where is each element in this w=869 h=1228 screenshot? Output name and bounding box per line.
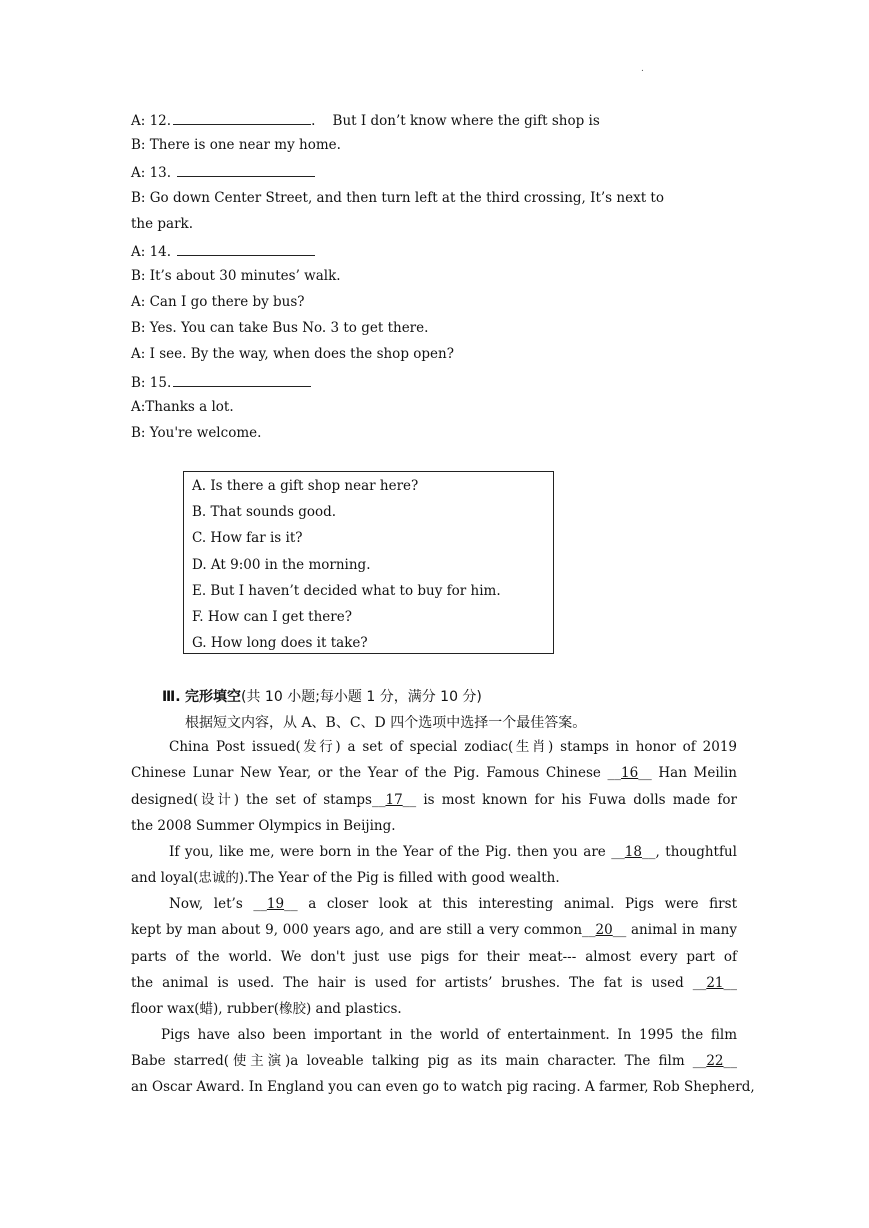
dialogue-line [131, 137, 341, 153]
dialogue-text: the park. [131, 216, 194, 232]
dialogue-line [131, 346, 454, 362]
section-title: 完形填空 [185, 689, 242, 705]
dialogue-line [131, 111, 600, 129]
passage-line: parts of the world. We don't just use pigs for their meat--- almost every part of [131, 949, 737, 965]
dialogue-text: B: It’s about 30 minutes’ walk. [131, 268, 341, 284]
passage-line: designed(设计) the set of stamps__17__ is most known for his Fuwa dolls made for [131, 792, 737, 808]
dialogue-line [131, 320, 428, 336]
option-item: F. How can I get there? [192, 609, 352, 625]
answer-blank[interactable] [173, 373, 311, 387]
option-item: D. At 9:00 in the morning. [192, 556, 371, 573]
passage-line: China Post issued(发行) a set of special zodiac(生肖) stamps in honor of 2019 [169, 739, 737, 755]
passage-line: the 2008 Summer Olympics in Beijing. [131, 818, 396, 834]
dialogue-text: A: I see. By the way, when does the shop open? [131, 346, 454, 362]
passage-line: floor wax(蜡), rubber(橡胶) and plastics. [131, 1001, 402, 1017]
passage-line: the animal is used. The hair is used for artists’ brushes. The fat is used __21__ [131, 975, 737, 991]
section-heading [162, 686, 482, 706]
cloze-blank-number[interactable]: 20 [595, 922, 613, 938]
dialogue-text: A: 12. [131, 113, 172, 129]
passage-line: Babe starred(使主演)a loveable talking pig as its main character. The film __22__ [131, 1053, 737, 1069]
answer-blank[interactable] [173, 111, 311, 125]
header-mark: . [641, 64, 644, 74]
passage-line: kept by man about 9, 000 years ago, and are still a very common__20__ animal in many [131, 922, 737, 938]
answer-blank[interactable] [177, 242, 315, 256]
dialogue-text-after: . But I don’t know where the gift shop is [311, 113, 600, 129]
section-instruction: 根据短文内容，从 A、B、C、D 四个选项中选择一个最佳答案。 [185, 715, 587, 731]
cloze-blank-number[interactable]: 18 [624, 844, 642, 860]
passage-line: Now, let’s __19__ a closer look at this interesting animal. Pigs were first [169, 896, 737, 912]
passage-line: If you, like me, were born in the Year of the Pig. then you are __18__, thoughtful [169, 844, 737, 860]
cloze-blank-number[interactable]: 19 [266, 896, 285, 912]
dialogue-text: A: Can I go there by bus? [131, 294, 305, 310]
dialogue-text: A:Thanks a lot. [131, 399, 234, 415]
dialogue-text: B: 15. [131, 375, 172, 391]
section-numeral: Ⅲ. [162, 689, 181, 705]
passage-line: Chinese Lunar New Year, or the Year of the Pig. Famous Chinese __16__ Han Meilin [131, 765, 738, 781]
passage-line: and loyal(忠诚的).The Year of the Pig is filled with good wealth. [131, 870, 560, 886]
option-item: E. But I haven’t decided what to buy for him. [192, 582, 501, 599]
dialogue-line [131, 268, 341, 284]
dialogue-line [131, 399, 234, 415]
dialogue-line [131, 425, 261, 441]
dialogue-line [131, 190, 664, 206]
passage-line: an Oscar Award. In England you can even go to watch pig racing. A farmer, Rob Shepherd, [131, 1079, 755, 1095]
section-note: (共 10 小题;每小题 1 分，满分 10 分) [241, 689, 482, 705]
option-item: C. How far is it? [192, 530, 303, 547]
dialogue-line [131, 216, 193, 232]
option-item: G. How long does it take? [192, 635, 368, 652]
cloze-blank-number[interactable]: 16 [621, 765, 639, 781]
dialogue-text: A: 13. [131, 165, 176, 181]
cloze-blank-number[interactable]: 17 [385, 792, 403, 808]
dialogue-line [131, 294, 305, 310]
dialogue-text: A: 14. [131, 244, 176, 260]
dialogue-line [131, 373, 311, 391]
dialogue-text: B: You're welcome. [131, 425, 262, 441]
dialogue-text: B: Go down Center Street, and then turn left at the third crossing, It’s next to [131, 190, 664, 206]
dialogue-text: B: There is one near my home. [131, 137, 341, 153]
passage-line: Pigs have also been important in the world of entertainment. In 1995 the film [161, 1027, 737, 1043]
dialogue-line [131, 163, 315, 181]
option-item: A. Is there a gift shop near here? [192, 478, 419, 494]
option-item: B. That sounds good. [192, 504, 337, 521]
cloze-blank-number[interactable]: 22 [706, 1053, 724, 1069]
answer-blank[interactable] [177, 163, 315, 177]
options-box [183, 471, 554, 654]
dialogue-text: B: Yes. You can take Bus No. 3 to get there. [131, 320, 429, 336]
cloze-blank-number[interactable]: 21 [706, 975, 724, 991]
dialogue-line [131, 242, 315, 260]
